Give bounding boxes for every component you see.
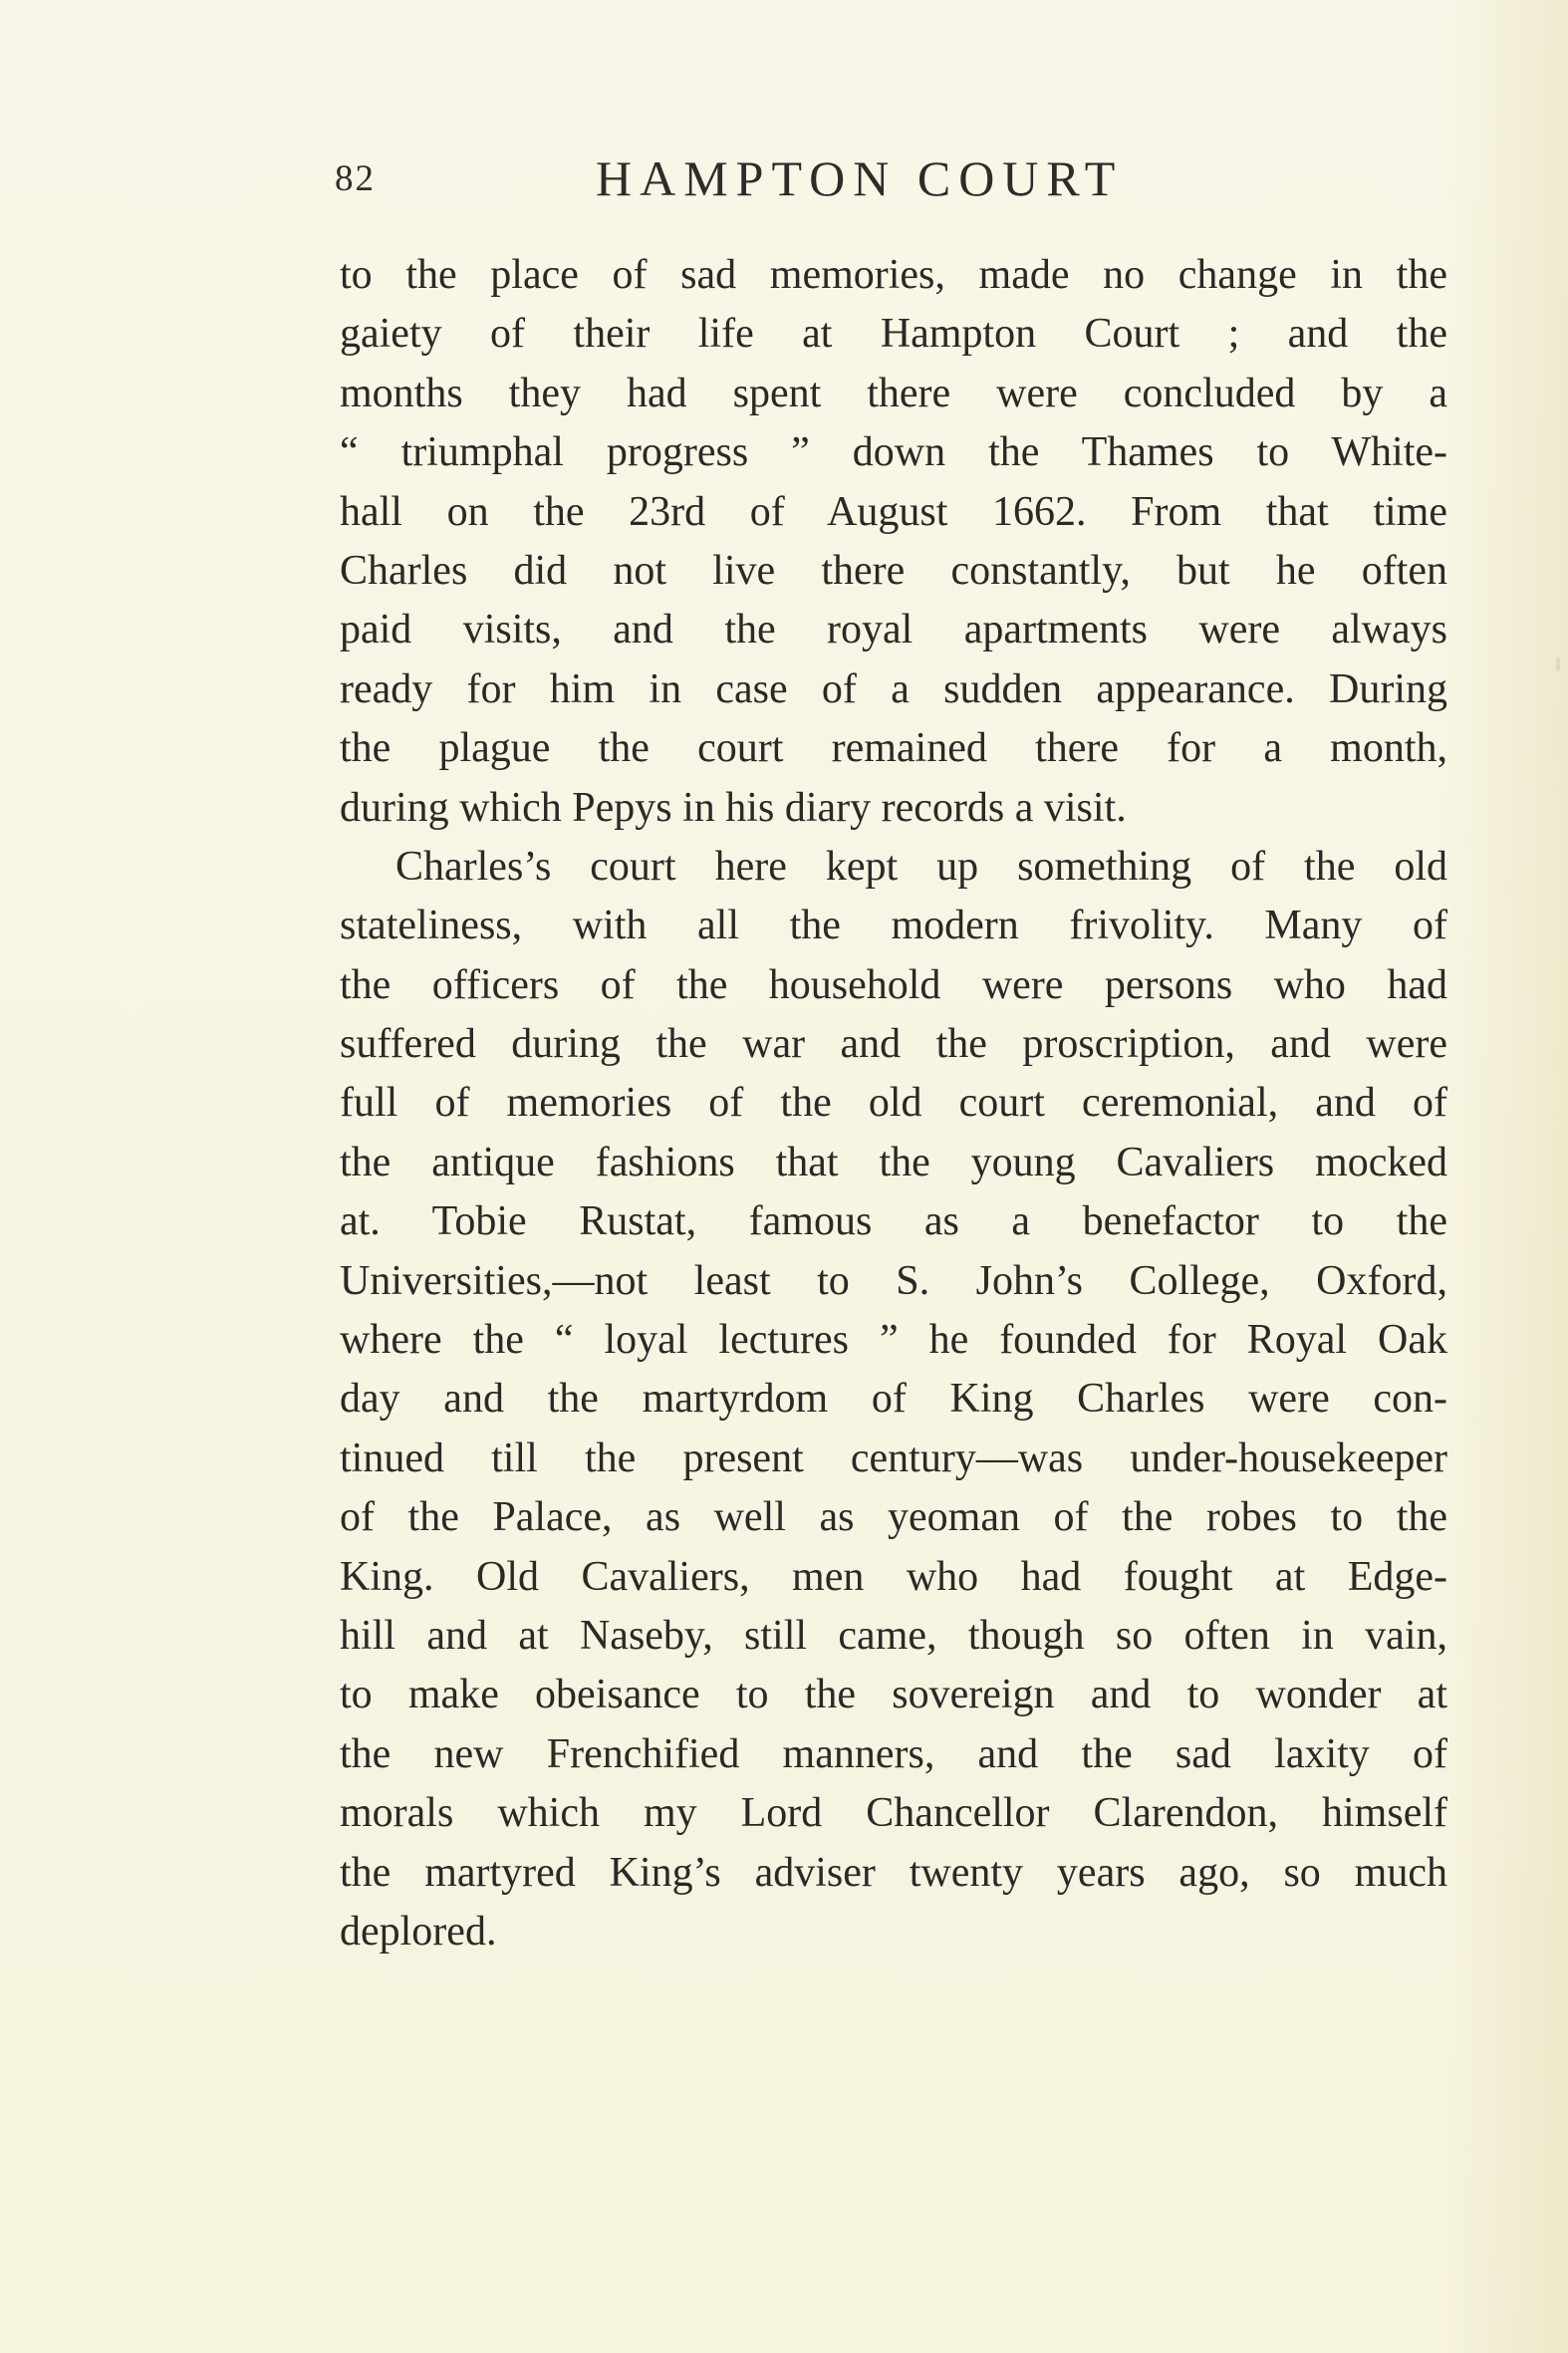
text-line: paid visits, and the royal apartments were always: [340, 607, 1447, 654]
text-line: tinued till the present century—was under-housekeeper: [340, 1435, 1447, 1481]
text-line: at. Tobie Rustat, famous as a benefactor to the: [340, 1198, 1447, 1245]
text-line: day and the martyrdom of King Charles were con-: [340, 1376, 1447, 1423]
text-line: gaiety of their life at Hampton Court ; and the: [340, 311, 1447, 358]
text-line: to make obeisance to the sovereign and to wonder at: [340, 1672, 1447, 1718]
text-line: Charles’s court here kept up something of the old: [395, 843, 1447, 890]
body-text: [340, 246, 1447, 1961]
text-line: hill and at Naseby, still came, though so often in vain,: [340, 1612, 1447, 1659]
running-head: [335, 149, 1455, 209]
text-line: months they had spent there were concluded by a: [340, 370, 1447, 416]
text-line: full of memories of the old court ceremonial, and of: [340, 1080, 1447, 1127]
paragraph-1: [340, 246, 1447, 838]
text-line: morals which my Lord Chancellor Clarendon, himself: [340, 1790, 1447, 1837]
text-line: the antique fashions that the young Cavaliers mocked: [340, 1139, 1447, 1185]
text-line: Charles did not live there constantly, but he often: [340, 547, 1447, 594]
paragraph-2: [340, 838, 1447, 1961]
text-line: “ triumphal progress ” down the Thames to White-: [340, 429, 1447, 476]
text-line: the new Frenchified manners, and the sad laxity of: [340, 1730, 1447, 1777]
text-line: the officers of the household were persons who had: [340, 961, 1447, 1008]
text-line: the plague the court remained there for a month,: [340, 725, 1447, 772]
text-line: of the Palace, as well as yeoman of the robes to the: [340, 1494, 1447, 1541]
text-line: deplored.: [340, 1908, 497, 1955]
text-line: during which Pepys in his diary records a visit.: [340, 784, 1127, 831]
text-line: to the place of sad memories, made no change in the: [340, 252, 1447, 298]
text-line: stateliness, with all the modern frivolity. Many of: [340, 903, 1447, 949]
text-line: where the “ loyal lectures ” he founded for Royal Oak: [340, 1317, 1447, 1364]
text-line: hall on the 23rd of August 1662. From that time: [340, 488, 1447, 535]
paper-blemish: [1556, 657, 1560, 671]
text-line: ready for him in case of a sudden appearance. During: [340, 665, 1447, 712]
text-line: King. Old Cavaliers, men who had fought at Edge-: [340, 1553, 1447, 1600]
text-line: suffered during the war and the proscription, and were: [340, 1021, 1447, 1068]
text-line: Universities,—not least to S. John’s College, Oxford,: [340, 1257, 1447, 1304]
page-number: 82: [335, 158, 376, 199]
text-line: the martyred King’s adviser twenty years ago, so much: [340, 1849, 1447, 1896]
running-title: HAMPTON COURT: [596, 150, 1124, 206]
